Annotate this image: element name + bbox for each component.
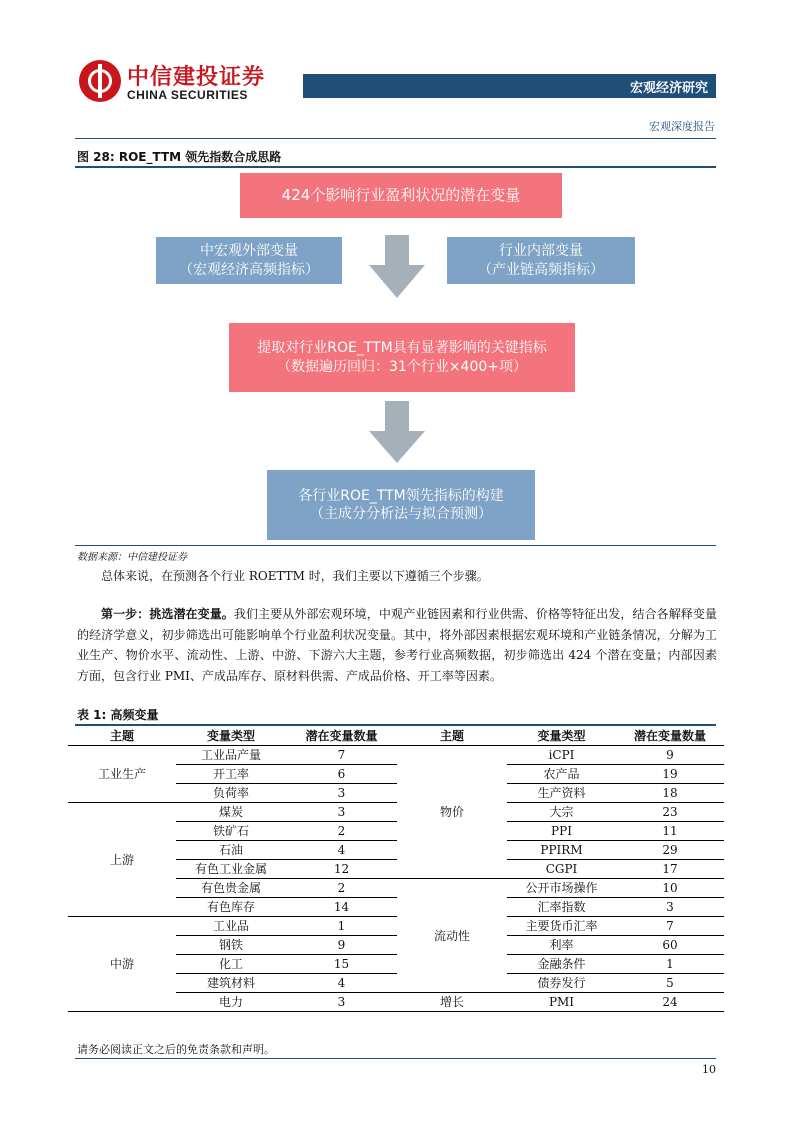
variable-count-cell: 24: [616, 992, 724, 1011]
column-header: 变量类型: [176, 727, 286, 745]
disclaimer: 请务必阅读正文之后的免责条款和声明。: [77, 1043, 275, 1056]
section-banner: [303, 74, 716, 98]
theme-cell: 工业生产: [68, 745, 176, 802]
theme-cell: 增长: [397, 992, 507, 1011]
flow-box-text: 中宏观外部变量: [200, 243, 298, 260]
variable-type-cell: 石油: [176, 840, 286, 859]
flow-box-text: 各行业ROE_TTM领先指标的构建: [298, 487, 504, 504]
logo-english-name: CHINA SECURITIES: [127, 88, 248, 102]
flow-box-subtext: （主成分分析法与拟合预测）: [310, 506, 492, 522]
flow-box-text: 424个影响行业盈利状况的潜在变量: [281, 185, 521, 204]
table-row: [68, 745, 724, 764]
page-number: 10: [702, 1063, 716, 1076]
variable-type-cell: 铁矿石: [176, 821, 286, 840]
flow-box-subtext: （宏观经济高频指标）: [179, 261, 319, 278]
paragraph-intro: 总体来说，在预测各个行业 ROETTM 时，我们主要以下遵循三个步骤。: [101, 569, 489, 583]
flow-box-text: 行业内部变量: [499, 243, 583, 260]
variable-count-cell: 3: [286, 992, 397, 1011]
column-header: 潜在变量数量: [286, 727, 397, 745]
theme-cell: 中游: [68, 916, 176, 1011]
step-one-heading: 第一步：挑选潜在变量。: [101, 607, 234, 621]
variable-count-cell: 23: [616, 802, 724, 821]
variable-type-cell: 金融条件: [507, 954, 616, 973]
column-header: 变量类型: [507, 727, 616, 745]
variable-count-cell: 9: [286, 935, 397, 954]
variable-count-cell: 5: [616, 973, 724, 992]
variable-count-cell: 11: [616, 821, 724, 840]
variable-type-cell: 主要货币汇率: [507, 916, 616, 935]
variable-type-cell: 大宗: [507, 802, 616, 821]
theme-cell: 流动性: [397, 878, 507, 992]
report-type: 宏观深度报告: [649, 120, 715, 133]
figure-bottom-rule: [75, 545, 716, 546]
variable-count-cell: 2: [286, 821, 397, 840]
logo-chinese-name: 中信建投证券: [127, 65, 266, 90]
variable-count-cell: 7: [286, 745, 397, 764]
variable-count-cell: 60: [616, 935, 724, 954]
variable-type-cell: 有色库存: [176, 897, 286, 916]
variable-count-cell: 4: [286, 840, 397, 859]
flow-box-macro-external: [156, 237, 342, 284]
flow-box-leading-indicator: [267, 470, 535, 540]
variable-count-cell: 7: [616, 916, 724, 935]
variable-count-cell: 19: [616, 764, 724, 783]
flow-box-potential-variables: [240, 173, 562, 218]
variable-type-cell: 有色工业金属: [176, 859, 286, 878]
variable-type-cell: 工业品: [176, 916, 286, 935]
section-title: 宏观经济研究: [629, 81, 708, 96]
variable-type-cell: PPIRM: [507, 840, 616, 859]
variable-type-cell: 钢铁: [176, 935, 286, 954]
variable-count-cell: 4: [286, 973, 397, 992]
theme-cell: 物价: [397, 745, 507, 878]
paragraph-step-one: [77, 604, 717, 686]
flow-box-industry-internal: [447, 237, 635, 284]
flow-box-text: 提取对行业ROE_TTM具有显著影响的关键指标: [257, 340, 547, 357]
variable-count-cell: 18: [616, 783, 724, 802]
variable-type-cell: 农产品: [507, 764, 616, 783]
table-row: [68, 916, 724, 935]
footer-divider: [75, 1058, 716, 1059]
variable-type-cell: PMI: [507, 992, 616, 1011]
table-row: [68, 802, 724, 821]
flow-box-key-indicators: [229, 323, 575, 392]
high-frequency-variables-table: [68, 727, 724, 1012]
table-top-rule: [75, 724, 716, 726]
figure-top-rule: [75, 166, 716, 168]
variable-count-cell: 15: [286, 954, 397, 973]
figure-source: 数据来源：中信建投证券: [77, 552, 187, 563]
variable-type-cell: PPI: [507, 821, 616, 840]
figure-title: 图 28: ROE_TTM 领先指数合成思路: [77, 150, 282, 164]
variable-count-cell: 1: [286, 916, 397, 935]
variable-type-cell: 债券发行: [507, 973, 616, 992]
down-arrow-icon: [369, 235, 425, 298]
variable-type-cell: 建筑材料: [176, 973, 286, 992]
table-title: 表 1: 高频变量: [77, 708, 159, 722]
variable-count-cell: 10: [616, 878, 724, 897]
variable-count-cell: 14: [286, 897, 397, 916]
variable-count-cell: 6: [286, 764, 397, 783]
variable-count-cell: 2: [286, 878, 397, 897]
variable-count-cell: 3: [286, 783, 397, 802]
column-header: 主题: [68, 727, 176, 745]
variable-count-cell: 17: [616, 859, 724, 878]
down-arrow-icon: [369, 401, 425, 463]
variable-type-cell: 汇率指数: [507, 897, 616, 916]
variable-type-cell: 负荷率: [176, 783, 286, 802]
variable-count-cell: 3: [286, 802, 397, 821]
variable-type-cell: 利率: [507, 935, 616, 954]
variable-type-cell: 有色贵金属: [176, 878, 286, 897]
variable-type-cell: iCPI: [507, 745, 616, 764]
step-one-text: 我们主要从外部宏观环境，中观产业链因素和行业供需、价格等特征出发，结合各解释变量的经济学意义，初步筛选出可能影响单个行业盈利状况变量。其中，将外部因素根据宏观环境和产业链条情况，分解为工业生产、物价水平、流动性、上游、中游、下游六大主题，参考行业高频数据，初步筛选出 424 个潜在变量；内部因素方面，包含行业 PMI、产成品库存、原材料供需、产成品价格、开工率等因素。: [77, 607, 717, 683]
variable-type-cell: 公开市场操作: [507, 878, 616, 897]
header-divider: [75, 138, 716, 139]
theme-cell: 上游: [68, 802, 176, 916]
company-logo: [79, 60, 279, 106]
variable-type-cell: 电力: [176, 992, 286, 1011]
variable-type-cell: 煤炭: [176, 802, 286, 821]
variable-type-cell: 化工: [176, 954, 286, 973]
logo-emblem-icon: [79, 60, 121, 102]
variable-count-cell: 12: [286, 859, 397, 878]
variable-count-cell: 1: [616, 954, 724, 973]
variable-count-cell: 9: [616, 745, 724, 764]
variable-type-cell: CGPI: [507, 859, 616, 878]
variable-type-cell: 工业品产量: [176, 745, 286, 764]
flow-box-subtext: （数据遍历回归：31个行业×400+项）: [277, 358, 527, 375]
flow-box-subtext: （产业链高频指标）: [478, 261, 604, 278]
column-header: 主题: [397, 727, 507, 745]
variable-type-cell: 开工率: [176, 764, 286, 783]
variable-count-cell: 3: [616, 897, 724, 916]
variable-type-cell: 生产资料: [507, 783, 616, 802]
column-header: 潜在变量数量: [616, 727, 724, 745]
variable-count-cell: 29: [616, 840, 724, 859]
table-header-row: [68, 727, 724, 745]
